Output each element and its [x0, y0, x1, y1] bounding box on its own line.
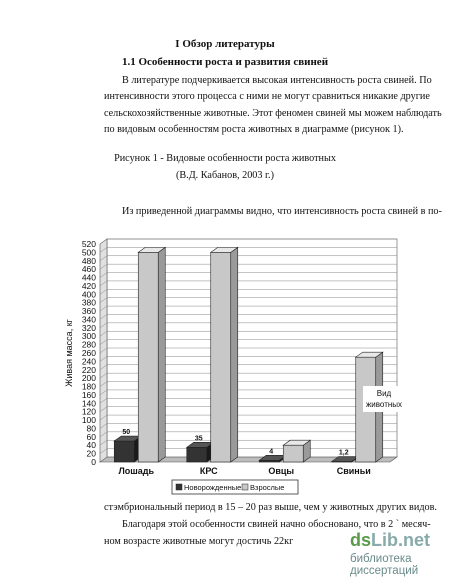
bar-newborn: [187, 442, 214, 462]
y-tick-label: 340: [81, 314, 96, 325]
y-tick-label: 120: [81, 406, 96, 417]
y-axis-label: Живая масса, кг: [64, 319, 74, 387]
y-tick-label: 20: [86, 448, 96, 459]
y-tick-label: 480: [81, 255, 96, 266]
data-label: 50: [122, 429, 131, 437]
y-tick-label: 420: [81, 280, 96, 291]
watermark-tagline: библиотека диссертаций: [350, 553, 419, 577]
para4: Благодаря этой особенности свиней начно обосновано, что в 2 ` месяч-: [122, 519, 431, 530]
y-tick-label: 300: [81, 331, 96, 342]
x-tick-label: КРС: [199, 466, 218, 476]
watermark-logo: dsLib.net: [350, 530, 431, 550]
y-tick-label: 180: [81, 381, 96, 392]
para3: стэмбриональный период в 15 – 20 раз выше, чем у животных других видов.: [104, 502, 437, 513]
para2: Из приведенной диаграммы видно, что интенсивность роста свиней в по-: [122, 206, 442, 217]
bar-chart: [0, 232, 450, 502]
y-tick-label: 160: [81, 389, 96, 400]
y-tick-label: 80: [86, 423, 96, 434]
data-label: 4: [269, 448, 274, 456]
bar-adult: [211, 247, 238, 462]
y-tick-label: 520: [81, 239, 96, 249]
x-tick-label: Лошадь: [118, 466, 155, 476]
y-tick-label: 380: [81, 297, 96, 308]
data-label: 1,2: [338, 449, 349, 457]
legend-swatch-newborn: [176, 484, 182, 490]
bar-newborn: [114, 436, 141, 462]
figure-source: (В.Д. Кабанов, 2003 г.): [175, 170, 274, 181]
bar-adult: [283, 440, 310, 462]
section-heading: 1.1 Особенности роста и развития свиней: [121, 56, 329, 68]
x-tick-label: Овцы: [268, 466, 295, 476]
legend-label-adult: Взрослые: [250, 483, 285, 492]
y-tick-label: 240: [81, 356, 96, 367]
y-tick-label: 500: [81, 247, 96, 258]
y-tick-label: 360: [81, 306, 96, 317]
y-tick-label: 460: [81, 264, 96, 275]
x-axis-title-line2: животных: [365, 400, 403, 409]
legend-label-newborn: Новорожденные: [184, 483, 242, 492]
legend-swatch-adult: [242, 484, 248, 490]
y-tick-label: 0: [91, 457, 96, 467]
data-label: 35: [194, 435, 203, 443]
para1-line1: В литературе подчеркивается высокая интенсивность роста свиней. По: [122, 75, 432, 86]
y-tick-label: 200: [81, 373, 96, 384]
y-tick-label: 220: [81, 364, 96, 375]
bar-adult: [138, 247, 165, 462]
y-tick-label: 260: [81, 348, 96, 358]
para1-line4: по видовым особенностям роста животных в диаграмме (рисунок 1).: [104, 124, 404, 135]
y-tick-label: 60: [86, 431, 96, 442]
y-tick-label: 40: [86, 440, 96, 451]
y-tick-label: 280: [81, 339, 96, 350]
x-axis-title-line1: Вид: [376, 389, 392, 398]
x-tick-label: Свиньи: [336, 466, 371, 476]
para1-line2: интенсивности этого процесса с ними не могут сравниться никакие другие: [104, 91, 430, 102]
y-tick-label: 140: [81, 398, 96, 409]
para5: ном возрасте животные могут достичь 22кг: [104, 536, 294, 547]
y-tick-label: 100: [81, 415, 96, 426]
y-tick-label: 440: [81, 272, 96, 283]
para1-line3: сельскохозяйственные животные. Этот феномен свиней мы можем наблюдать: [104, 108, 442, 119]
figure-caption: Рисунок 1 - Видовые особенности роста животных: [114, 153, 336, 164]
y-tick-label: 320: [81, 322, 96, 333]
review-heading: I Обзор литературы: [175, 38, 275, 50]
y-tick-label: 400: [81, 289, 96, 300]
